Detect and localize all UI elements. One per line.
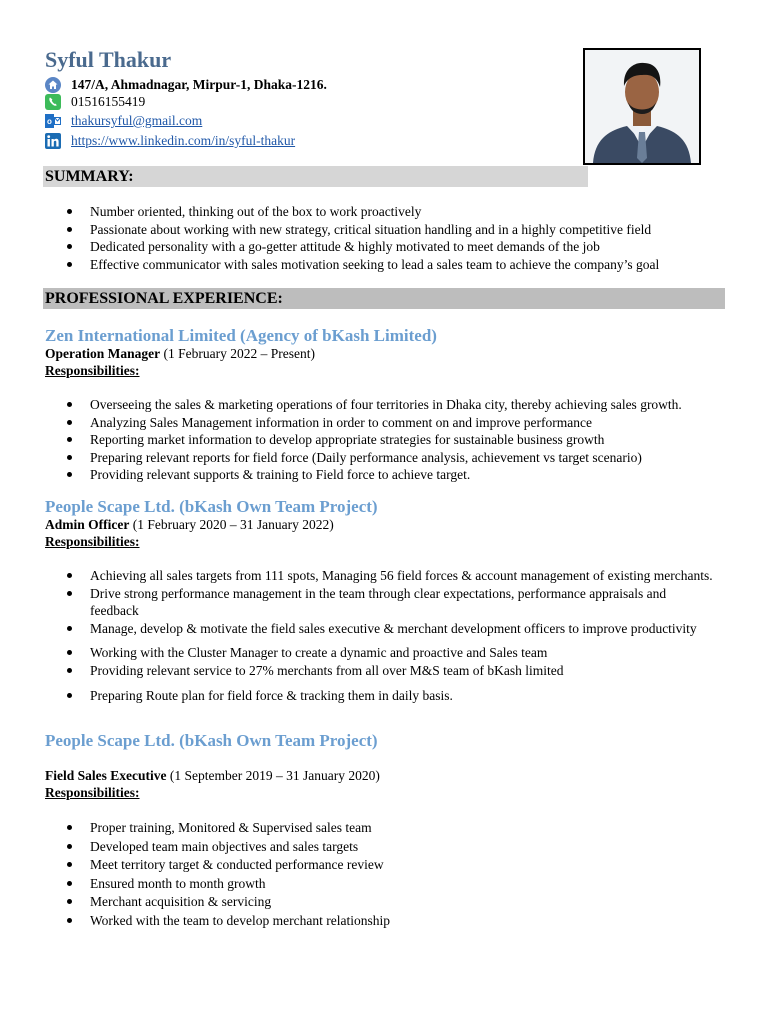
job-title: Admin Officer bbox=[45, 517, 130, 532]
linkedin-line bbox=[45, 133, 545, 149]
job-responsibilities-list bbox=[65, 819, 725, 930]
svg-text:o: o bbox=[47, 117, 52, 126]
responsibilities-label: Responsibilities: bbox=[45, 785, 140, 800]
profile-photo-illustration bbox=[585, 50, 699, 163]
job-title: Field Sales Executive bbox=[45, 768, 167, 783]
list-item: Effective communicator with sales motivation seeking to lead a sales team to achieve the company’s goal bbox=[65, 256, 725, 274]
experience-heading: PROFESSIONAL EXPERIENCE: bbox=[43, 288, 725, 309]
list-item: Analyzing Sales Management information in order to comment on and improve performance bbox=[65, 414, 725, 432]
list-item: Achieving all sales targets from 111 spots, Managing 56 field forces & account management of existing merchants. bbox=[65, 567, 723, 585]
list-item: Overseeing the sales & marketing operations of four territories in Dhaka city, thereby achieving sales growth. bbox=[65, 396, 725, 414]
responsibilities-label: Responsibilities: bbox=[45, 534, 140, 549]
job-period: (1 February 2022 – Present) bbox=[160, 346, 315, 361]
list-item: Drive strong performance management in the team through clear expectations, performance appraisals and feedback bbox=[65, 585, 723, 620]
list-item: Worked with the team to develop merchant relationship bbox=[65, 912, 725, 931]
phone-text: 01516155419 bbox=[71, 94, 146, 109]
list-item: Merchant acquisition & servicing bbox=[65, 893, 725, 912]
phone-line bbox=[45, 94, 545, 110]
responsibilities-label: Responsibilities: bbox=[45, 363, 140, 378]
job-responsibilities-list bbox=[65, 396, 725, 484]
home-icon bbox=[45, 77, 61, 93]
address-text: 147/A, Ahmadnagar, Mirpur-1, Dhaka-1216. bbox=[71, 77, 327, 92]
list-item: Dedicated personality with a go-getter attitude & highly motivated to meet demands of the job bbox=[65, 238, 725, 256]
email-link[interactable]: thakursyful@gmail.com bbox=[71, 113, 203, 128]
job-role bbox=[45, 768, 380, 784]
address-line bbox=[45, 77, 545, 93]
candidate-name: Syful Thakur bbox=[45, 47, 172, 72]
job-responsibilities-list bbox=[65, 567, 723, 705]
list-item: Ensured month to month growth bbox=[65, 875, 725, 894]
job-period: (1 September 2019 – 31 January 2020) bbox=[166, 768, 380, 783]
list-item: Providing relevant service to 27% merchants from all over M&S team of bKash limited bbox=[65, 662, 723, 680]
summary-heading: SUMMARY: bbox=[43, 166, 588, 187]
company-name: Zen International Limited (Agency of bKash Limited) bbox=[45, 326, 437, 345]
list-item: Working with the Cluster Manager to create a dynamic and proactive and Sales team bbox=[65, 644, 723, 662]
email-line bbox=[45, 113, 545, 129]
linkedin-link[interactable]: https://www.linkedin.com/in/syful-thakur bbox=[71, 133, 296, 148]
profile-photo bbox=[583, 48, 701, 165]
company-name: People Scape Ltd. (bKash Own Team Project) bbox=[45, 497, 378, 516]
outlook-mail-icon bbox=[45, 113, 61, 129]
summary-list bbox=[65, 203, 725, 273]
phone-icon bbox=[45, 94, 61, 110]
list-item: Preparing relevant reports for field force (Daily performance analysis, achievement vs target scenario) bbox=[65, 449, 725, 467]
list-item: Proper training, Monitored & Supervised sales team bbox=[65, 819, 725, 838]
job-role bbox=[45, 517, 334, 533]
job-title: Operation Manager bbox=[45, 346, 161, 361]
job-period: (1 February 2020 – 31 January 2022) bbox=[129, 517, 334, 532]
list-item: Meet territory target & conducted performance review bbox=[65, 856, 725, 875]
list-item: Passionate about working with new strategy, critical situation handling and in a highly competitive field bbox=[65, 221, 725, 239]
company-name: People Scape Ltd. (bKash Own Team Project) bbox=[45, 731, 378, 750]
linkedin-icon bbox=[45, 133, 61, 149]
list-item: Preparing Route plan for field force & tracking them in daily basis. bbox=[65, 687, 723, 705]
list-item: Manage, develop & motivate the field sales executive & merchant development officers to improve productivity bbox=[65, 620, 723, 638]
list-item: Developed team main objectives and sales targets bbox=[65, 838, 725, 857]
list-item: Providing relevant supports & training to Field force to achieve target. bbox=[65, 466, 725, 484]
list-item: Number oriented, thinking out of the box to work proactively bbox=[65, 203, 725, 221]
list-item: Reporting market information to develop appropriate strategies for sustainable business growth bbox=[65, 431, 725, 449]
job-role bbox=[45, 346, 315, 362]
